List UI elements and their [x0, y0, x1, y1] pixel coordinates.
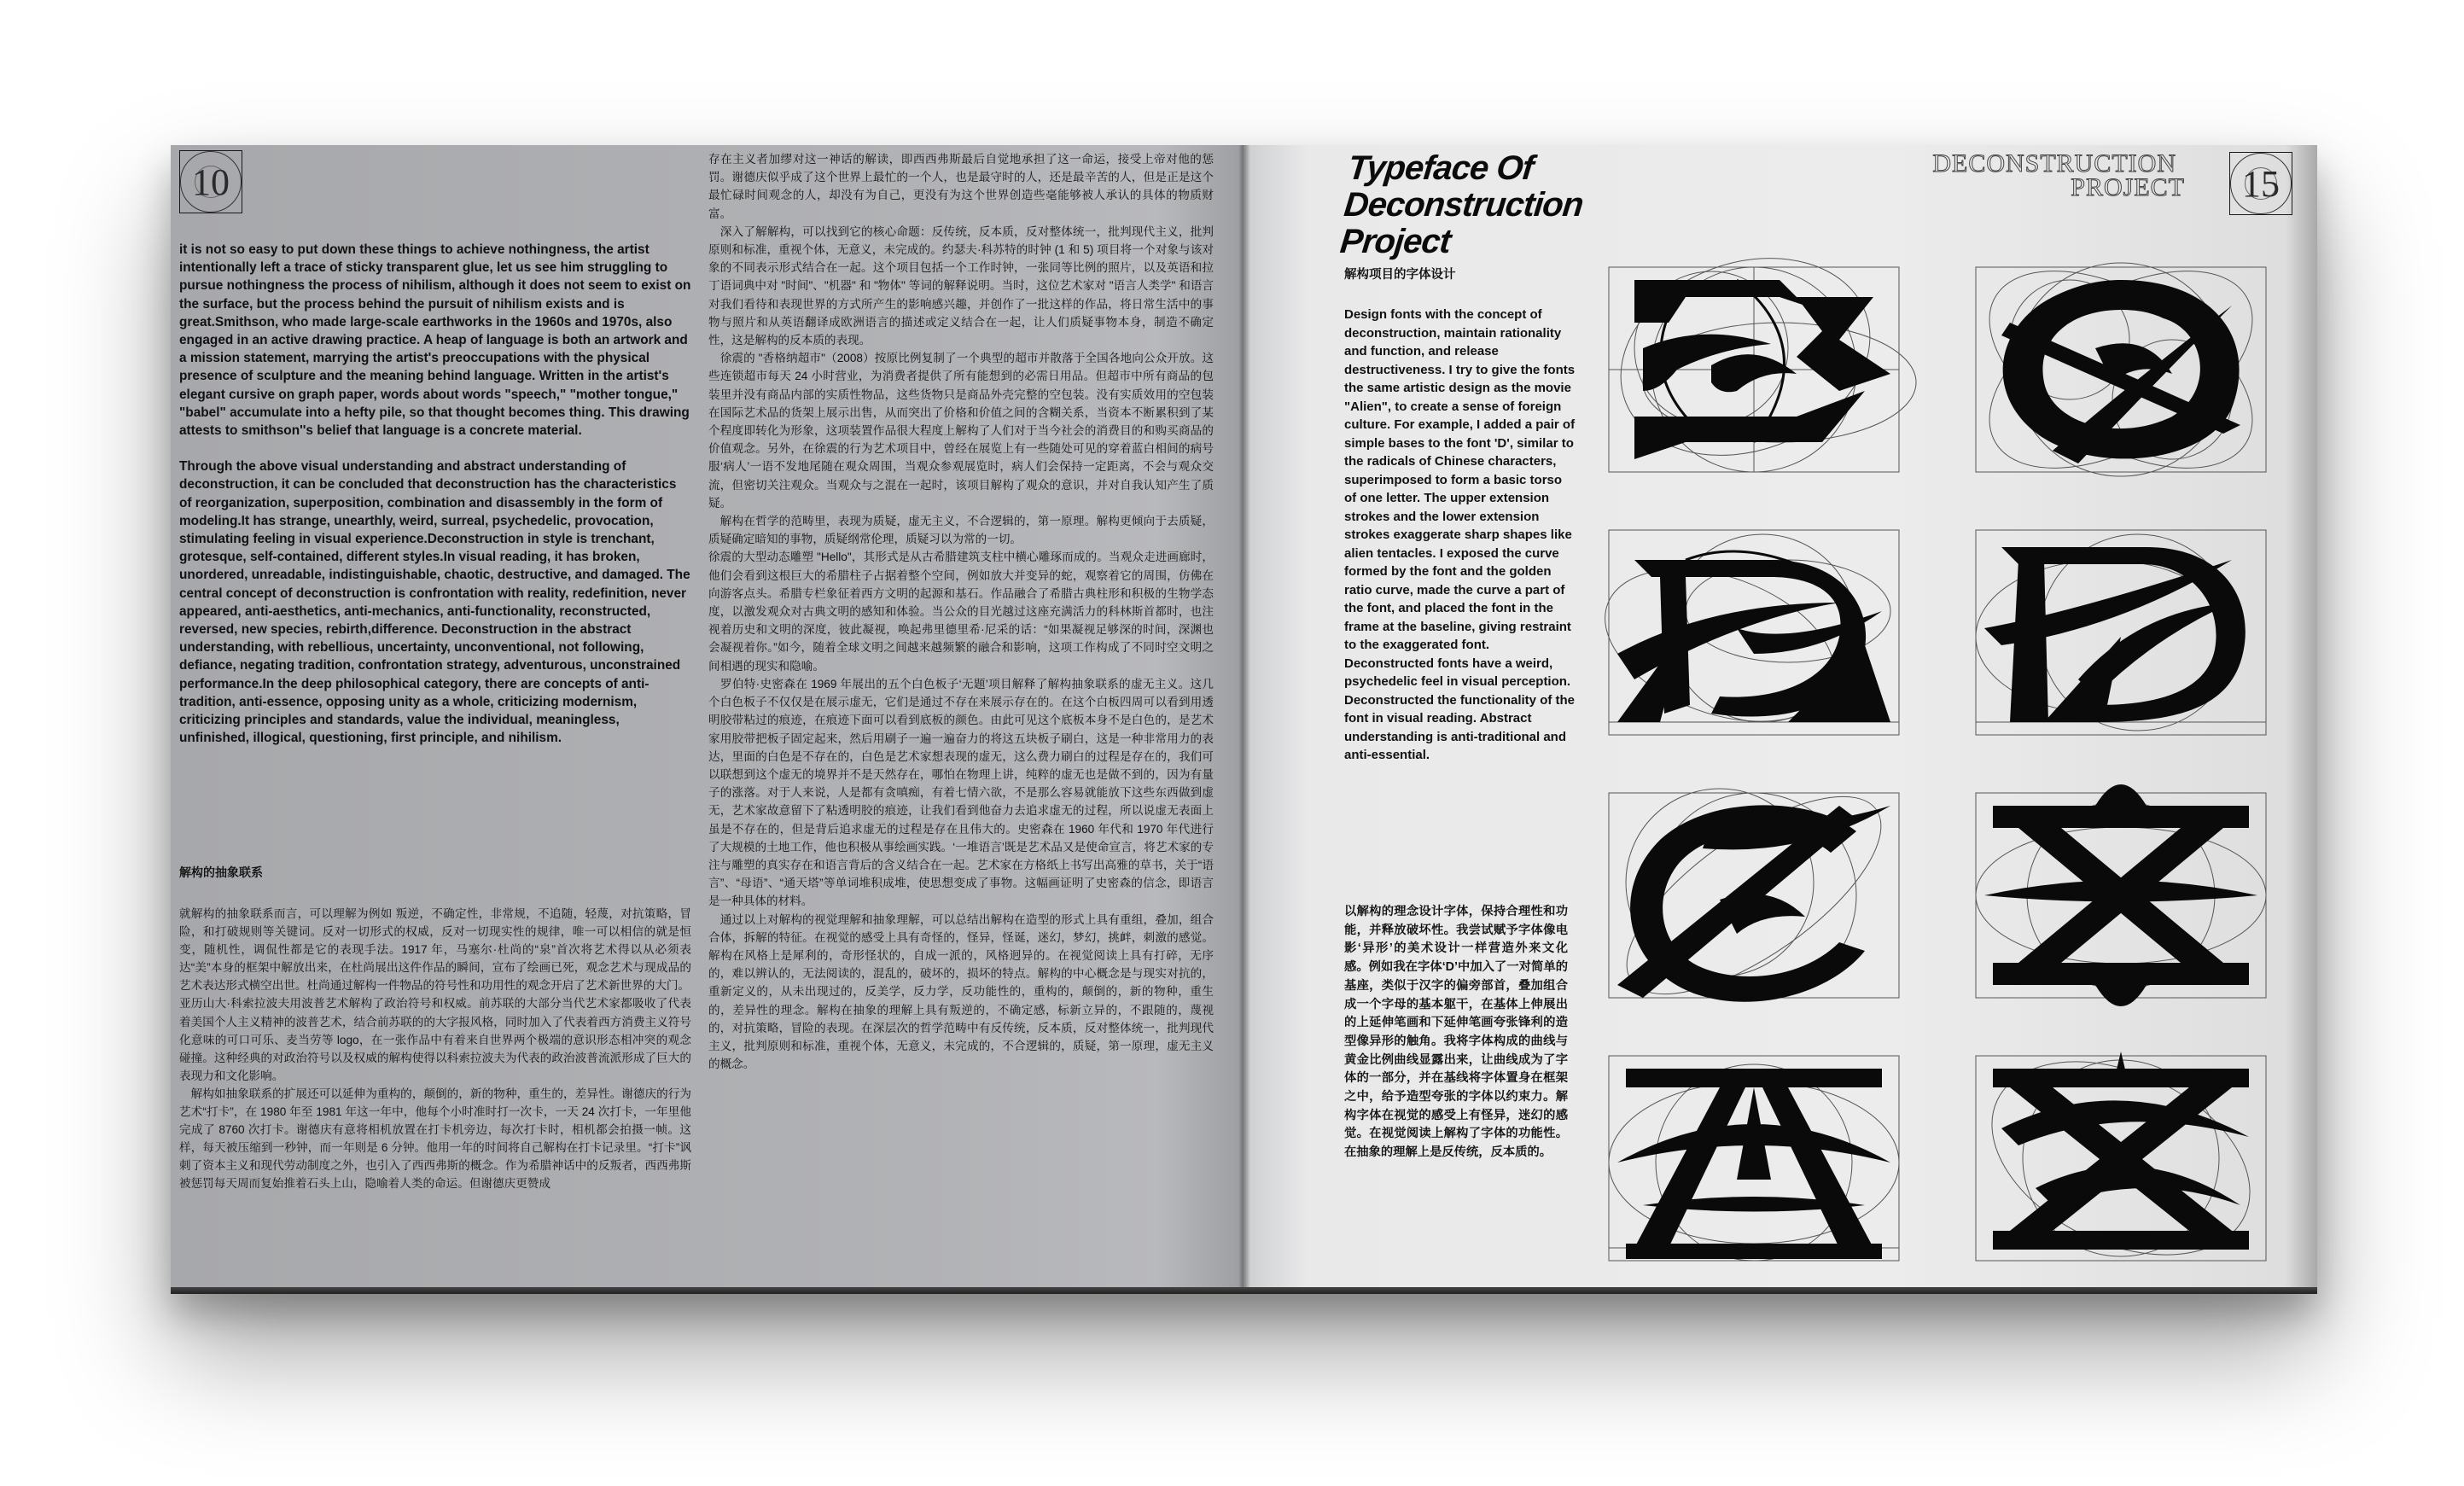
page-number-left-text: 10: [192, 160, 230, 203]
title-line-2: Deconstruction: [1342, 186, 1585, 224]
chinese-body-right: 以解构的理念设计字体，保持合理性和功能，并释放破坏性。我尝试赋予字体像电影‘异形’的美术设计一样营造外来文化感。例如我在字体‘D’中加入了一对简单的基座，类似于汉字的偏旁部首，叠加组合成一个字母的基本躯干，在基体上伸展出的上延伸笔画和下延伸笔画夸张锋利的造型像异形的触角。我将字体构成的曲线与黄金比例曲线显露出来，让曲线成为了字体的一部分，并在基线将字体置身在框架之中，给予造型夸张的字体以约束力。解构字体在视觉的感受上有怪异，迷幻的感觉。在视觉阅读上解构了字体的功能性。在抽象的理解上是反传统，反本质的。: [1344, 905, 1568, 1160]
title-line-1: Typeface Of: [1346, 149, 1535, 187]
glyph-x-framed: [1950, 1034, 2292, 1282]
chinese-body-middle: [708, 150, 1214, 1073]
book-bottom-edge: [171, 1287, 2317, 1294]
zh-paragraph-2: 亚历山大·科索拉波夫用波普艺术解构了政治符号和权威。前苏联的大部分当代艺术家都吸收了代表着美国个人主义精神的波普艺术，结合前苏联的的大字报风格，同时加入了代表着西方消费主义符号化意味的可口可乐、麦当劳等 logo，在一张作品中有着来自世界两个极端的意识形态相冲突的观念碰撞。这种经典的对政治符号以及权威的解构使得以科索拉波夫为代表的政治波普流派形成了巨大的表现力和文化影响。: [179, 997, 691, 1082]
zh-paragraph-3: 解构如抽象联系的扩展还可以延伸为重构的，颠倒的，新的物种，重生的，差异性。谢德庆的行为艺术“打卡”，在 1980 年至 1981 年这一年中，他每个小时准时打一次卡，一天 24 次打卡，一年里他完成了 8760 次打卡。谢德庆有意将相机放置在打卡机旁边，每次打卡时，相机都会拍摄一帧。这样，每天被压缩到一秒钟，而一年则是 6 分钟。他用一年的时间将自己解构在打卡记录里。“打卡”讽刺了资本主义和现代劳动制度之外，也引入了西西弗斯的概念。作为希腊神话中的反叛者，西西弗斯被惩罚每天周而复始推着石头上山，隐喻着人类的命运。但谢德庆更赞成: [179, 1087, 691, 1191]
zh-mid-paragraph-7: 通过以上对解构的视觉理解和抽象理解，可以总结出解构在造型的形式上具有重组，叠加，组合合体，拆解的特征。在视觉的感受上具有奇怪的，怪异，怪诞，迷幻，梦幻，挑衅，刺激的感觉。解构在风格上是犀利的，奇形怪状的，自成一派的，风格迥异的。在视觉阅读上具有打碎，无序的，难以辨认的，无法阅读的，混乱的，破坏的，损坏的特点。解构的中心概念是与现实对抗的，重新定义的，从未出现过的，反美学，反力学，反功能性的，重构的，颠倒的，新的物种，重生的，差异性的理念。解构在抽象的理解上具有叛逆的，不确定感，标新立异的，不跟随的，蔑视的，对抗策略，冒险的表现。在深层次的哲学范畴中有反传统，反本质，反对整体统一，批判现代主义，批判原则和标准，重视个体，无意义，未完成的，不合逻辑的，质疑，第一原理，虚无主义的概念。: [708, 912, 1214, 1071]
zh-mid-paragraph-5: 徐震的大型动态雕塑 "Hello"，其形式是从古希腊建筑支柱中横心雕琢而成的。当观众走进画廊时，他们会看到这根巨大的希腊柱子占据着整个空间，例如放大并变异的蛇，观察着它的周围，仿佛在向游客点头。希腊专栏象征着西方文明的起源和基石。作品融合了希腊古典柱形和积极的生物学态度，以激发观众对古典文明的感知和体验。当公众的目光越过这座充满活力的科林斯首都时，也注视着历史和文明的深度，彼此凝视，唤起弗里德里希·尼采的话：“如果凝视足够深的时间，深渊也会凝视着你。”如今，随着全球文明之间越来越频繁的融合和影响，这项工作构成了不同时空文明之间相遇的现实和隐喻。: [708, 551, 1214, 673]
glyph-d-framed: [1950, 509, 2292, 756]
project-label-line-1: DECONSTRUCTION: [1932, 149, 2176, 178]
glyph-d-deconstructed: [1583, 509, 1925, 756]
right-page: [1244, 145, 2317, 1293]
glyph-a-deconstructed: [1583, 1034, 1925, 1282]
zh-paragraph-1: 就解构的抽象联系而言，可以理解为例如 叛逆，不确定性，非常规，不追随，轻蔑，对抗策略，冒险，和打破规则等关键词。反对一切形式的权威，反对一切现实性的规律，唯一可以相信的就是恒变，随机性，调侃性都是它的表现手法。1917 年，马塞尔·杜尚的“泉”首次将艺术得以从必须表达“美”本身的框架中解放出来，在杜尚展出这件作品的瞬间，宣布了绘画已死，观念艺术与现成品的艺术表达形式横空出世。杜尚通过解构一件物品的符号性和功用性的观念开启了艺术新世界的大门。: [179, 907, 691, 993]
subtitle-zh: 解构项目的字体设计: [1344, 268, 1456, 282]
zh-mid-paragraph-6: 罗伯特·史密森在 1969 年展出的五个白色板子‘无题’项目解释了解构抽象联系的虚无主义。这几个白色板子不仅仅是在展示虚无，它们是通过不存在来展示存在的。在这个白板四周可以看到用透明胶带粘过的痕迹，在痕迹下面可以看到底板的颜色。由此可见这个底板本身不是白色的，是艺术家用胶带把板子固定起来，然后用刷子一遍一遍奋力的将这五块板子刷白，这是一种非常用力的表达，里面的白色是不存在的，白色是艺术家想表现的虚无，这么费力刷白的过程是存在的，我们可以联想到这个虚无的境界并不是天然存在，哪怕在物理上讲，纯粹的虚无也是做不到的，因为有量子的涨落。对于人来说，人是都有贪嗔痴，有着七情六欲，不是那么容易就能放下这些东西做到虚无，艺术家故意留下了粘透明胶的痕迹，让我们看到他奋力去追求虚无的过程，所以说虚无表面上虽是不存在的，但是背后追求虚无的过程是存在且伟大的。史密森在 1960 年代和 1970 年代进行了大规模的土地工作，他也积极从事绘画实践。‘一堆语言’既是艺术品又是使命宣言，将艺术家的专注与雕塑的真实存在和语言背后的含义结合在一起。艺术家在方格纸上书写出高雅的草书，关于“语言”、“母语”、“通天塔”等单词堆积成堆，使思想变成了事物。这幅画证明了史密森的信念，即语言是一种具体的材料。: [708, 677, 1214, 908]
book-spread: [171, 145, 2317, 1293]
zh-mid-paragraph-3: 徐震的 "香格纳超市"（2008）按原比例复制了一个典型的超市并散落于全国各地向公众开放。这些连锁超市每天 24 小时营业，为消费者提供了所有能想到的必需日用品。但超市中所有商品的包装里并没有商品内部的实质性物品，这些货物只是商品外壳完整的空包装。没有实质效用的空包装在国际艺术品的货架上展示出售，从而突出了价格和价值之间的含糊关系，当资本不断累积到了某个程度即转化为形象，这项装置作品很大程度上解构了人们对于当今社会的消费目的和购买商品的价值观念。另外，在徐震的行为艺术项目中，曾经在展览上有一些随处可见的穿着蓝白相间的病号服‘病人’一语不发地尾随在观众周围，当观众参观展览时，病人们会保持一定距离，不会与观众交流，但密切关注观众。当观众与之混在一起时，该项目解构了观众的意识，并对自我认知产生了质疑。: [708, 352, 1214, 510]
project-title: [1338, 150, 1588, 260]
page-number-right-text: 15: [2242, 162, 2280, 205]
title-line-3: Project: [1338, 223, 1453, 260]
section-heading-zh: 解构的抽象联系: [179, 865, 263, 879]
glyph-e-deconstructed: [1583, 246, 1925, 493]
zh-mid-paragraph-2: 深入了解解构，可以找到它的核心命题：反传统，反本质，反对整体统一，批判现代主义，批判原则和标准，重视个体，无意义，未完成的。约瑟夫·科苏特的时钟 (1 和 5) 项目将一个对象与该对象的不同表示形式结合在一起。这个项目包括一个工作时钟，一张同等比例的照片，以及英语和拉丁语词典中对 "时间"、"机器" 和 "物体" 等词的解释说明。当时，这位艺术家对 "语言人类学" 和语言对我们看待和表现世界的方式所产生的影响感兴趣，并创作了一批这样的作品，将日常生活中的事物与照片和从英语翻译成欧洲语言的描述或定义结合在一起，让人们质疑事物本身，制造不确定性，这是解构的反本质的表现。: [708, 224, 1214, 347]
left-page: [171, 145, 1244, 1293]
english-paragraph-1: it is not so easy to put down these things to achieve nothingness, the artist intentionally left a trace of sticky transparent glue, let us see him struggling to pursue nothingness the process of nihilism, although it does not seem to exist on the surface, but the process behind the pursuit of nihilism exists and is great.Smithson, who made large-scale earthworks in the 1960s and 1970s, also engaged in an active drawing practice. A heap of language is both an artwork and a mission statement, marrying the artist's preoccupations with the physical presence of sculpture and the meaning behind language. Written in the artist's elegant cursive on graph paper, words about words "speech," "mother tongue," "babel" accumulate into a hefty pile, so that thought becomes thing. This drawing attests to smithson''s belief that language is a concrete material.: [179, 242, 691, 439]
chinese-body-left: [179, 905, 691, 1193]
english-paragraph-2: Through the above visual understanding and abstract understanding of deconstruction, it can be concluded that deconstruction has the characteristics of reorganization, superposition, combination and disassembly in the form of modeling.It has strange, unearthly, weird, surreal, psychedelic, provocation, stimulating feeling in visual experience.Deconstruction in style is trenchant, grotesque, self-contained, different styles.In visual reading, it has broken, unordered, unreadable, indistinguishable, chaotic, destructive, and damaged. The central concept of deconstruction is confrontation with reality, redefinition, never appeared, anti-aesthetics, anti-mechanics, anti-functionality, reconstructed, reversed, new species, rebirth,difference. Deconstruction in the abstract understanding, with rebellious, uncertainty, unconventional, not following, defiance, negating tradition, confrontation strategy, adventurous, unconstrained performance.In the deep philosophical category, there are concepts of anti-tradition, anti-essence, opposing unity as a whole, criticizing modernism, criticizing principles and standards, value the individual, meaningless, unfinished, illogical, questioning, first principle, and nihilism.: [179, 459, 690, 746]
glyph-c-deconstructed: [1583, 772, 1925, 1019]
book-spine: [1238, 145, 1250, 1293]
page-number-left: [179, 150, 242, 213]
glyph-o-deconstructed: [1950, 246, 2292, 493]
english-body-left: [179, 241, 691, 765]
project-label-outline: [1932, 149, 2185, 201]
page-number-right: [2229, 152, 2292, 215]
zh-mid-paragraph-4: 解构在哲学的范畴里，表现为质疑，虚无主义，不合逻辑的，第一原理。解构更倾向于去质疑，质疑确定暗知的事物，质疑纲常伦理，质疑习以为常的一切。: [708, 515, 1214, 546]
glyph-grid: [1583, 246, 2292, 1287]
english-body-right: Design fonts with the concept of deconstruction, maintain rationality and function, and release destructiveness. I try to give the fonts the same artistic design as the movie "Alien", to create a sense of foreign culture. For example, I added a pair of simple bases to the font 'D', similar to the radicals of Chinese characters, superimposed to form a basic torso of one letter. The upper extension strokes and the lower extension strokes exaggerate sharp shapes like alien tentacles. I exposed the curve formed by the font and the golden ratio curve, made the curve a part of the font, and placed the font in the frame at the baseline, giving restraint to the exaggerated font. Deconstructed fonts have a weird, psychedelic feel in visual perception. Deconstructed the functionality of the font in visual reading. Abstract understanding is anti-traditional and anti-essential.: [1344, 307, 1576, 762]
zh-mid-paragraph-1: 存在主义者加缪对这一神话的解读，即西西弗斯最后自觉地承担了这一命运，接受上帝对他的惩罚。谢德庆似乎成了这个世界上最忙的一个人，也是最守时的人，还是最辛苦的人，但是正是这个最忙碌时间观念的人，却没有为自己，更没有为这个世界创造些毫能够被人承认的具体的物质财富。: [708, 153, 1214, 220]
project-label-line-2: PROJECT: [2071, 173, 2185, 201]
glyph-x-deconstructed: [1950, 772, 2292, 1019]
